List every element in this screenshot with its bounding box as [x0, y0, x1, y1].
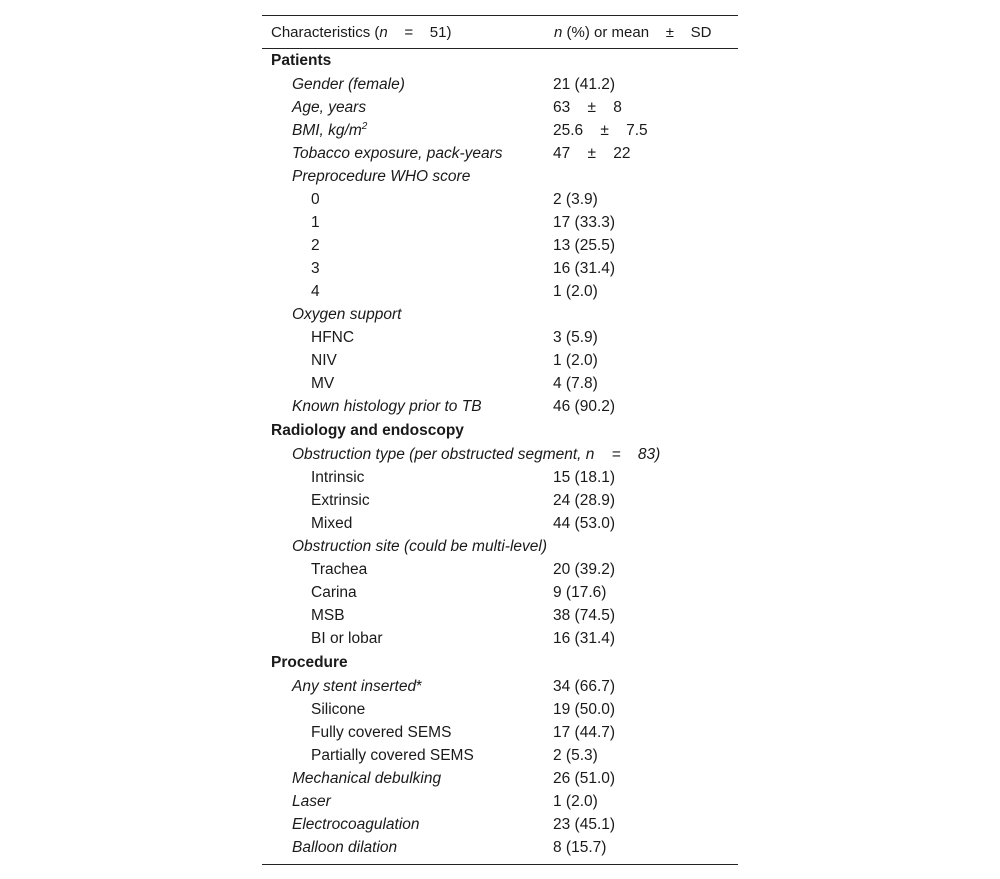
table-row [262, 535, 738, 558]
table-row [262, 234, 738, 257]
table-row [262, 604, 738, 627]
table-row [262, 303, 738, 326]
row-label-text: MV [311, 374, 335, 392]
header-n-symbol: n [379, 23, 388, 41]
row-label [262, 329, 553, 347]
row-value: 63 ± 8 [553, 98, 622, 116]
row-value: 46 (90.2) [553, 397, 616, 415]
row-label-text: MSB [311, 606, 345, 624]
row-label [262, 607, 553, 625]
table-body [262, 49, 738, 859]
row-label [262, 515, 553, 533]
row-label [262, 630, 553, 648]
row-value: 13 (25.5) [553, 236, 616, 254]
row-value: 44 (53.0) [553, 514, 616, 532]
row-value: 15 (18.1) [553, 468, 616, 486]
row-value: 26 (51.0) [553, 769, 616, 787]
row-label-text: Laser [292, 792, 331, 810]
row-value: 47 ± 22 [553, 144, 631, 162]
row-label-text: Oxygen support [292, 305, 402, 323]
row-label [262, 770, 553, 788]
table-row [262, 257, 738, 280]
row-label-text: Obstruction site (could be multi-level) [292, 537, 547, 555]
table-row [262, 119, 738, 142]
row-value: 8 (15.7) [553, 838, 607, 856]
row-label-text: Known histology prior to TB [292, 397, 482, 415]
row-label-text: Extrinsic [311, 491, 370, 509]
table-row [262, 558, 738, 581]
header-characteristics-label: Characteristics ( [271, 23, 380, 41]
section-header-row [262, 49, 738, 73]
row-label-text: Partially covered SEMS [311, 746, 474, 764]
row-label [262, 678, 553, 696]
row-label-text: Silicone [311, 700, 366, 718]
row-value: 1 (2.0) [553, 792, 598, 810]
table-row [262, 372, 738, 395]
row-label [262, 237, 553, 255]
table-row [262, 73, 738, 96]
row-value: 16 (31.4) [553, 629, 616, 647]
header-value-label: (%) or mean ± SD [562, 23, 712, 41]
table-row [262, 165, 738, 188]
row-label-text: Obstruction type (per obstructed segment, n = 83) [292, 445, 661, 463]
row-label-text: 1 [311, 213, 320, 231]
row-label [262, 306, 553, 324]
table-row [262, 721, 738, 744]
row-label [262, 283, 553, 301]
table-row [262, 96, 738, 119]
row-label [262, 793, 553, 811]
row-value: 1 (2.0) [553, 351, 598, 369]
table-row [262, 698, 738, 721]
header-characteristics [262, 24, 553, 41]
row-label-text: Electrocoagulation [292, 815, 420, 833]
section-header-row [262, 650, 738, 675]
header-n-count: = 51) [387, 23, 452, 41]
row-label-text: Mechanical debulking [292, 769, 442, 787]
table-row [262, 280, 738, 303]
row-label-text: Preprocedure WHO score [292, 167, 471, 185]
row-value: 19 (50.0) [553, 700, 616, 718]
row-label [262, 214, 553, 232]
table-row [262, 443, 738, 466]
row-value: 2 (5.3) [553, 746, 598, 764]
table-row [262, 790, 738, 813]
table-row [262, 836, 738, 859]
row-value: 21 (41.2) [553, 75, 616, 93]
row-label [262, 469, 553, 487]
section-header-row [262, 418, 738, 443]
row-value: 16 (31.4) [553, 259, 616, 277]
table-row [262, 211, 738, 234]
row-value: 23 (45.1) [553, 815, 616, 833]
row-label-text: Tobacco exposure, pack-years [292, 144, 503, 162]
row-label [262, 168, 553, 186]
header-value-n-symbol: n [554, 23, 563, 41]
row-label-text: 4 [311, 282, 320, 300]
row-label [262, 260, 553, 278]
table-row [262, 744, 738, 767]
table-row [262, 512, 738, 535]
row-label-text: BI or lobar [311, 629, 383, 647]
row-label [262, 445, 661, 464]
row-label-text: Procedure [271, 653, 348, 671]
table-bottom-rule [262, 864, 738, 865]
header-value [553, 24, 711, 41]
row-label [262, 701, 553, 719]
row-value: 20 (39.2) [553, 560, 616, 578]
section-title [262, 654, 553, 672]
row-label-text: NIV [311, 351, 337, 369]
row-label [262, 816, 553, 834]
table-row [262, 395, 738, 418]
table-row [262, 675, 738, 698]
row-value: 17 (44.7) [553, 723, 616, 741]
row-label [262, 724, 553, 742]
row-label-text: Radiology and endoscopy [271, 421, 464, 439]
table-header [262, 16, 738, 49]
row-label-text: Patients [271, 52, 332, 69]
row-label [262, 747, 553, 765]
row-label [262, 145, 553, 163]
section-title [262, 422, 553, 440]
row-label [262, 191, 553, 209]
row-label-text: Trachea [311, 560, 368, 578]
row-label-text: Intrinsic [311, 468, 365, 486]
row-label-text: HFNC [311, 328, 355, 346]
row-value: 9 (17.6) [553, 583, 607, 601]
table-row [262, 627, 738, 650]
row-label-text: 2 [311, 236, 320, 254]
row-value: 38 (74.5) [553, 606, 616, 624]
table-row [262, 581, 738, 604]
table-row [262, 188, 738, 211]
row-value: 17 (33.3) [553, 213, 616, 231]
row-label [262, 584, 553, 602]
row-value: 25.6 ± 7.5 [553, 121, 648, 139]
row-value: 4 (7.8) [553, 374, 598, 392]
row-label-text: Carina [311, 583, 357, 601]
row-value: 34 (66.7) [553, 677, 616, 695]
row-label-text: Age, years [292, 98, 367, 116]
row-label [262, 352, 553, 370]
row-label [262, 561, 553, 579]
footnote-marker: * [416, 677, 423, 695]
row-label-text: Gender (female) [292, 75, 405, 93]
row-label [262, 375, 553, 393]
row-value: 3 (5.9) [553, 328, 598, 346]
row-label [262, 398, 553, 416]
row-label-text: BMI, kg/m [292, 121, 362, 139]
table-row [262, 813, 738, 836]
row-label [262, 99, 553, 117]
row-label [262, 538, 553, 556]
table-row [262, 489, 738, 512]
row-label-text: 0 [311, 190, 320, 208]
table-row [262, 349, 738, 372]
table-row [262, 767, 738, 790]
row-label-text: Fully covered SEMS [311, 723, 452, 741]
section-title [262, 52, 553, 70]
row-label-text: Any stent inserted [292, 677, 417, 695]
row-label [262, 122, 553, 140]
row-label [262, 76, 553, 94]
row-value: 24 (28.9) [553, 491, 616, 509]
row-label-text: 3 [311, 259, 320, 277]
table-row [262, 466, 738, 489]
row-label-text: Balloon dilation [292, 838, 398, 856]
row-label-text: Mixed [311, 514, 353, 532]
row-value: 2 (3.9) [553, 190, 598, 208]
row-label-superscript: 2 [361, 120, 368, 132]
table-row [262, 142, 738, 165]
characteristics-table [262, 15, 738, 865]
row-value: 1 (2.0) [553, 282, 598, 300]
table-row [262, 326, 738, 349]
row-label [262, 492, 553, 510]
row-label [262, 839, 553, 857]
